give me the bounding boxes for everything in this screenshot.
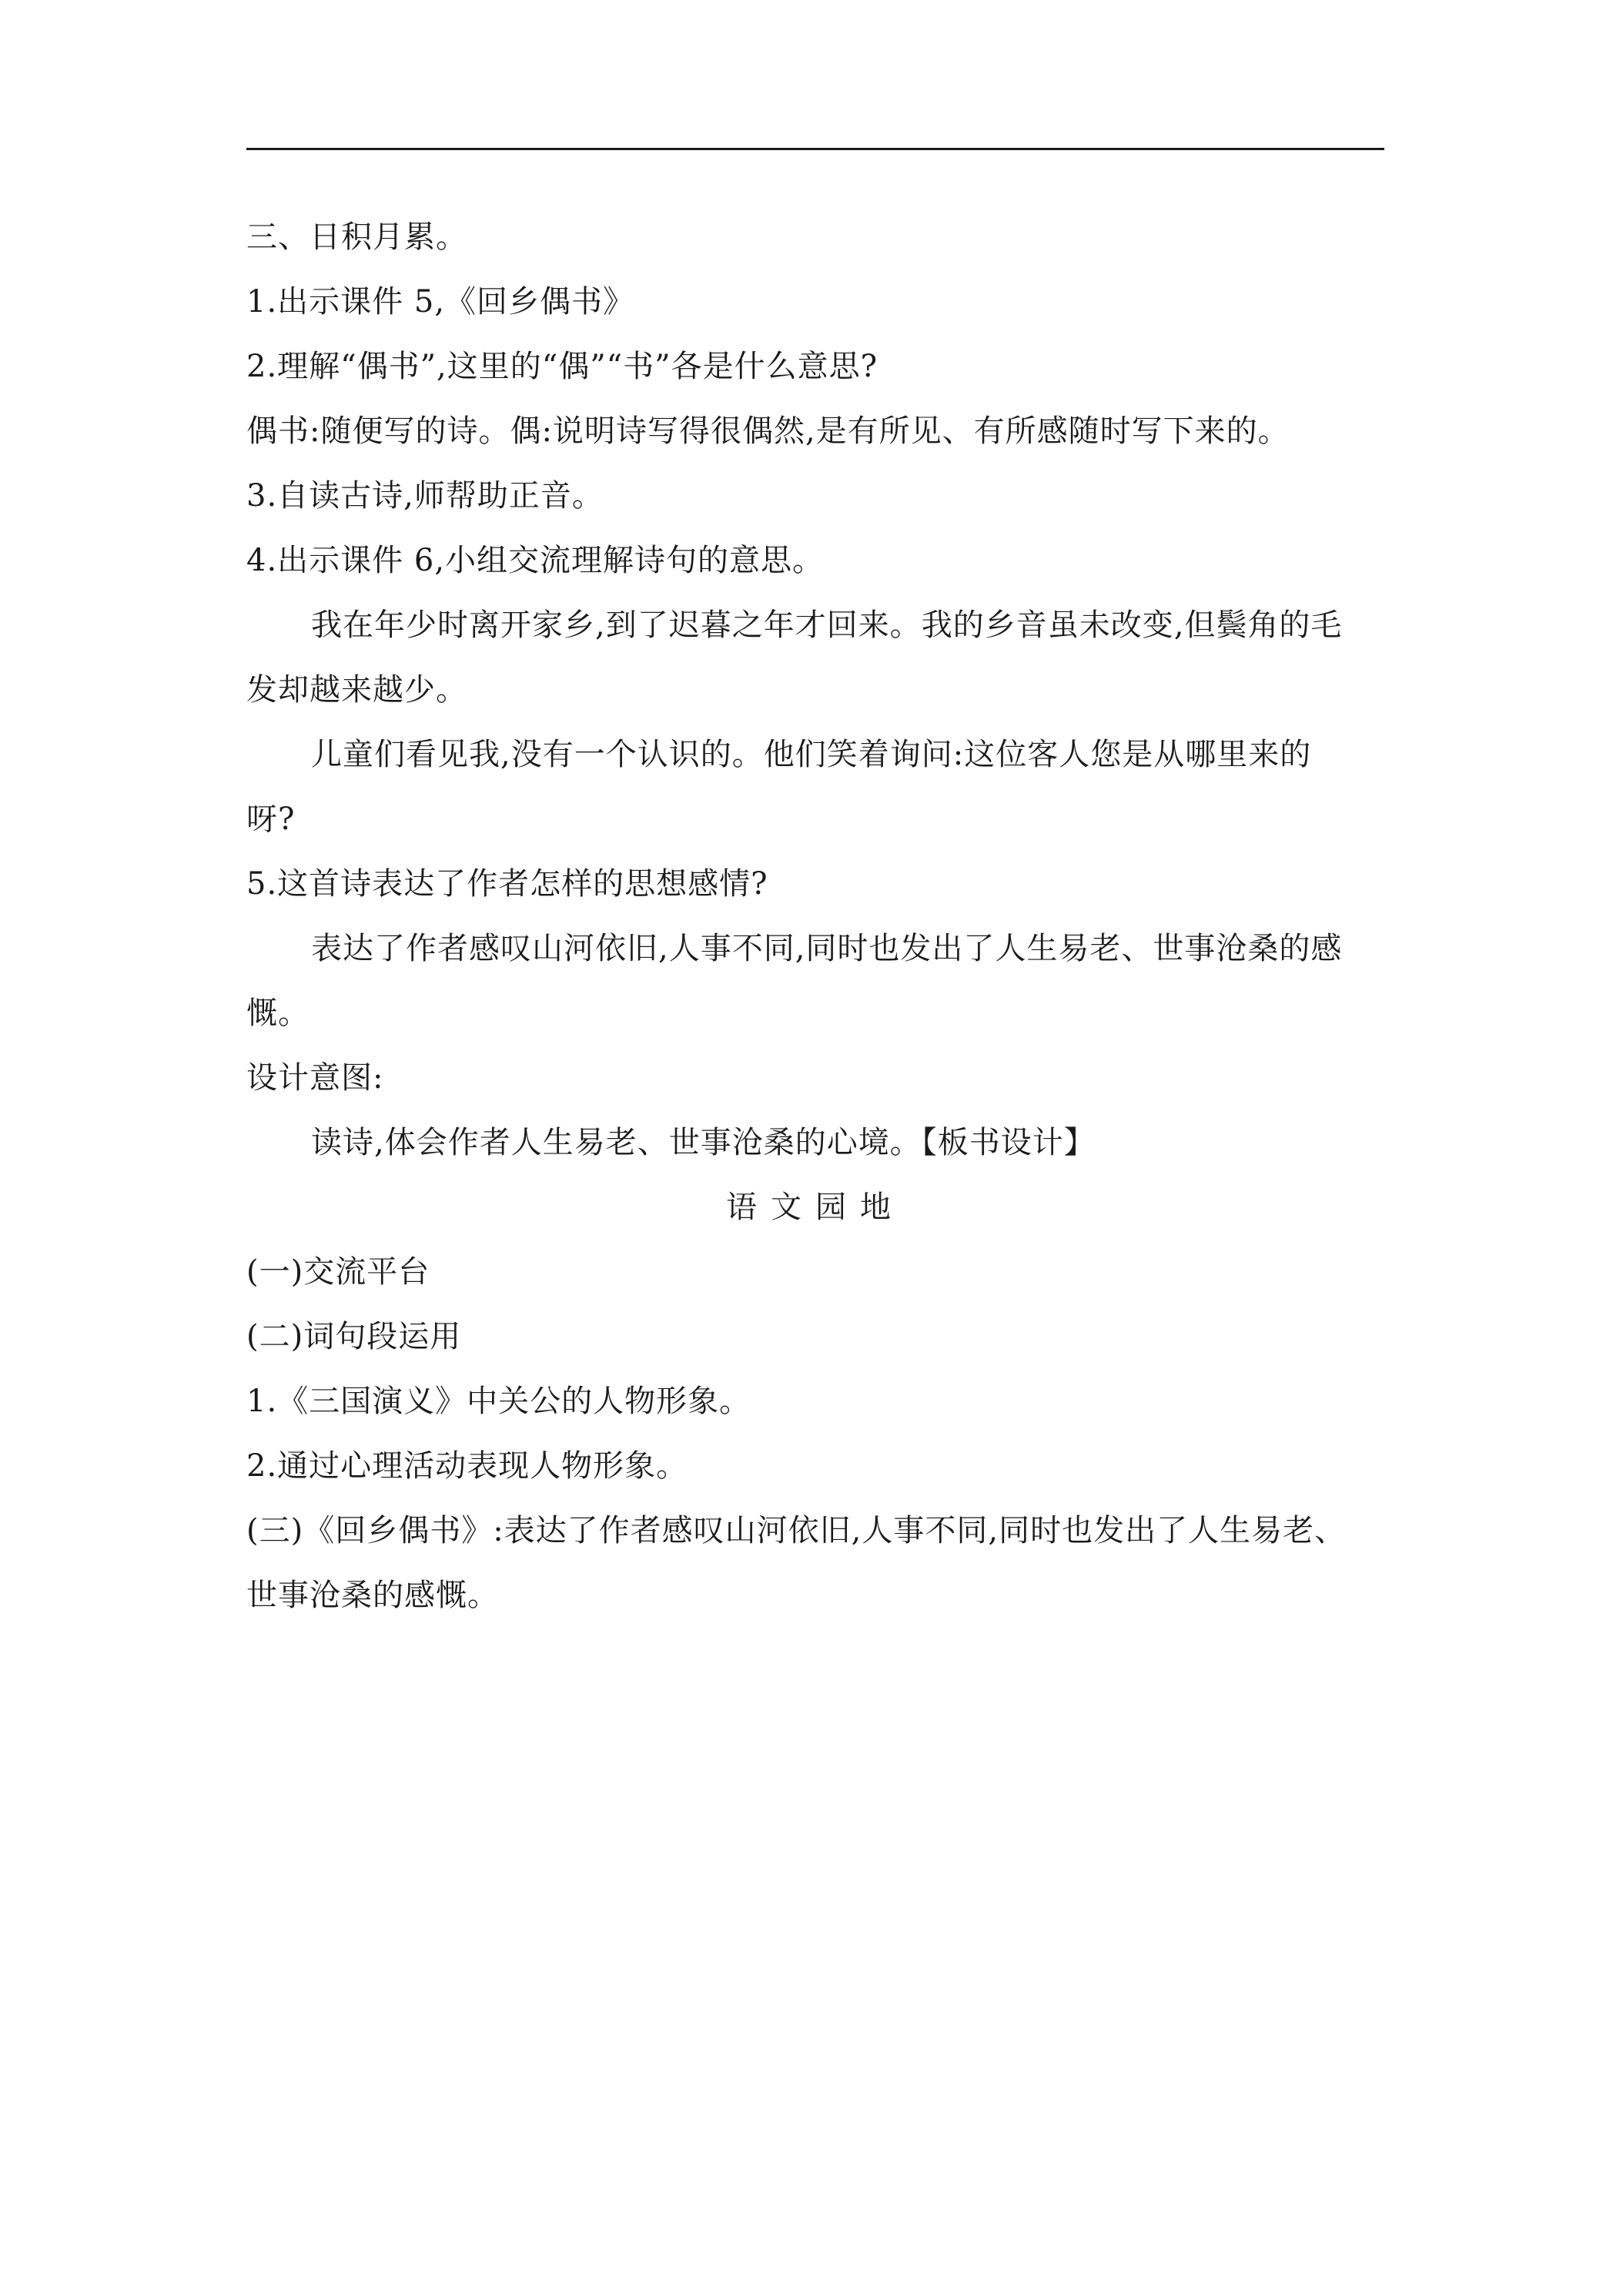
poem-meaning-1-line-2: 发却越来越少。 [246,672,467,708]
board-item-3-line-2: 世事沧桑的感慨。 [246,1578,499,1613]
board-subitem-1: 1.《三国演义》中关公的人物形象。 [246,1384,751,1419]
board-title: 语文园地 [726,1190,905,1225]
board-item-3-line-1: (三)《回乡偶书》:表达了作者感叹山河依旧,人事不同,同时也发出了人生易老、 [246,1513,1347,1548]
step-1: 1.出示课件 5,《回乡偶书》 [246,284,635,320]
step-3: 3.自读古诗,师帮助正音。 [246,478,604,514]
step-4: 4.出示课件 6,小组交流理解诗句的意思。 [246,543,825,578]
poem-meaning-2-line-2: 呀? [246,802,296,837]
definition-text: 偶书:随便写的诗。偶:说明诗写得很偶然,是有所见、有所感随时写下来的。 [246,413,1290,449]
board-item-1: (一)交流平台 [246,1254,430,1290]
section-heading-accumulation: 三、日积月累。 [246,219,467,255]
document-body [246,205,1384,1628]
answer-line-1: 表达了作者感叹山河依旧,人事不同,同时也发出了人生易老、世事沧桑的感 [311,931,1343,966]
step-5: 5.这首诗表达了作者怎样的思想感情? [246,866,768,902]
design-intent-label: 设计意图: [246,1060,384,1096]
poem-meaning-2-line-1: 儿童们看见我,没有一个认识的。他们笑着询问:这位客人您是从哪里来的 [311,737,1312,772]
board-subitem-2: 2.通过心理活动表现人物形象。 [246,1448,688,1484]
answer-line-2: 慨。 [246,996,310,1031]
step-2: 2.理解“偶书”,这里的“偶”“书”各是什么意思? [246,349,878,384]
board-item-2: (二)词句段运用 [246,1319,462,1354]
design-intent-text: 读诗,体会作者人生易老、世事沧桑的心境。【板书设计】 [311,1125,1096,1160]
header-rule [246,148,1384,150]
poem-meaning-1-line-1: 我在年少时离开家乡,到了迟暮之年才回来。我的乡音虽未改变,但鬓角的毛 [311,607,1343,643]
